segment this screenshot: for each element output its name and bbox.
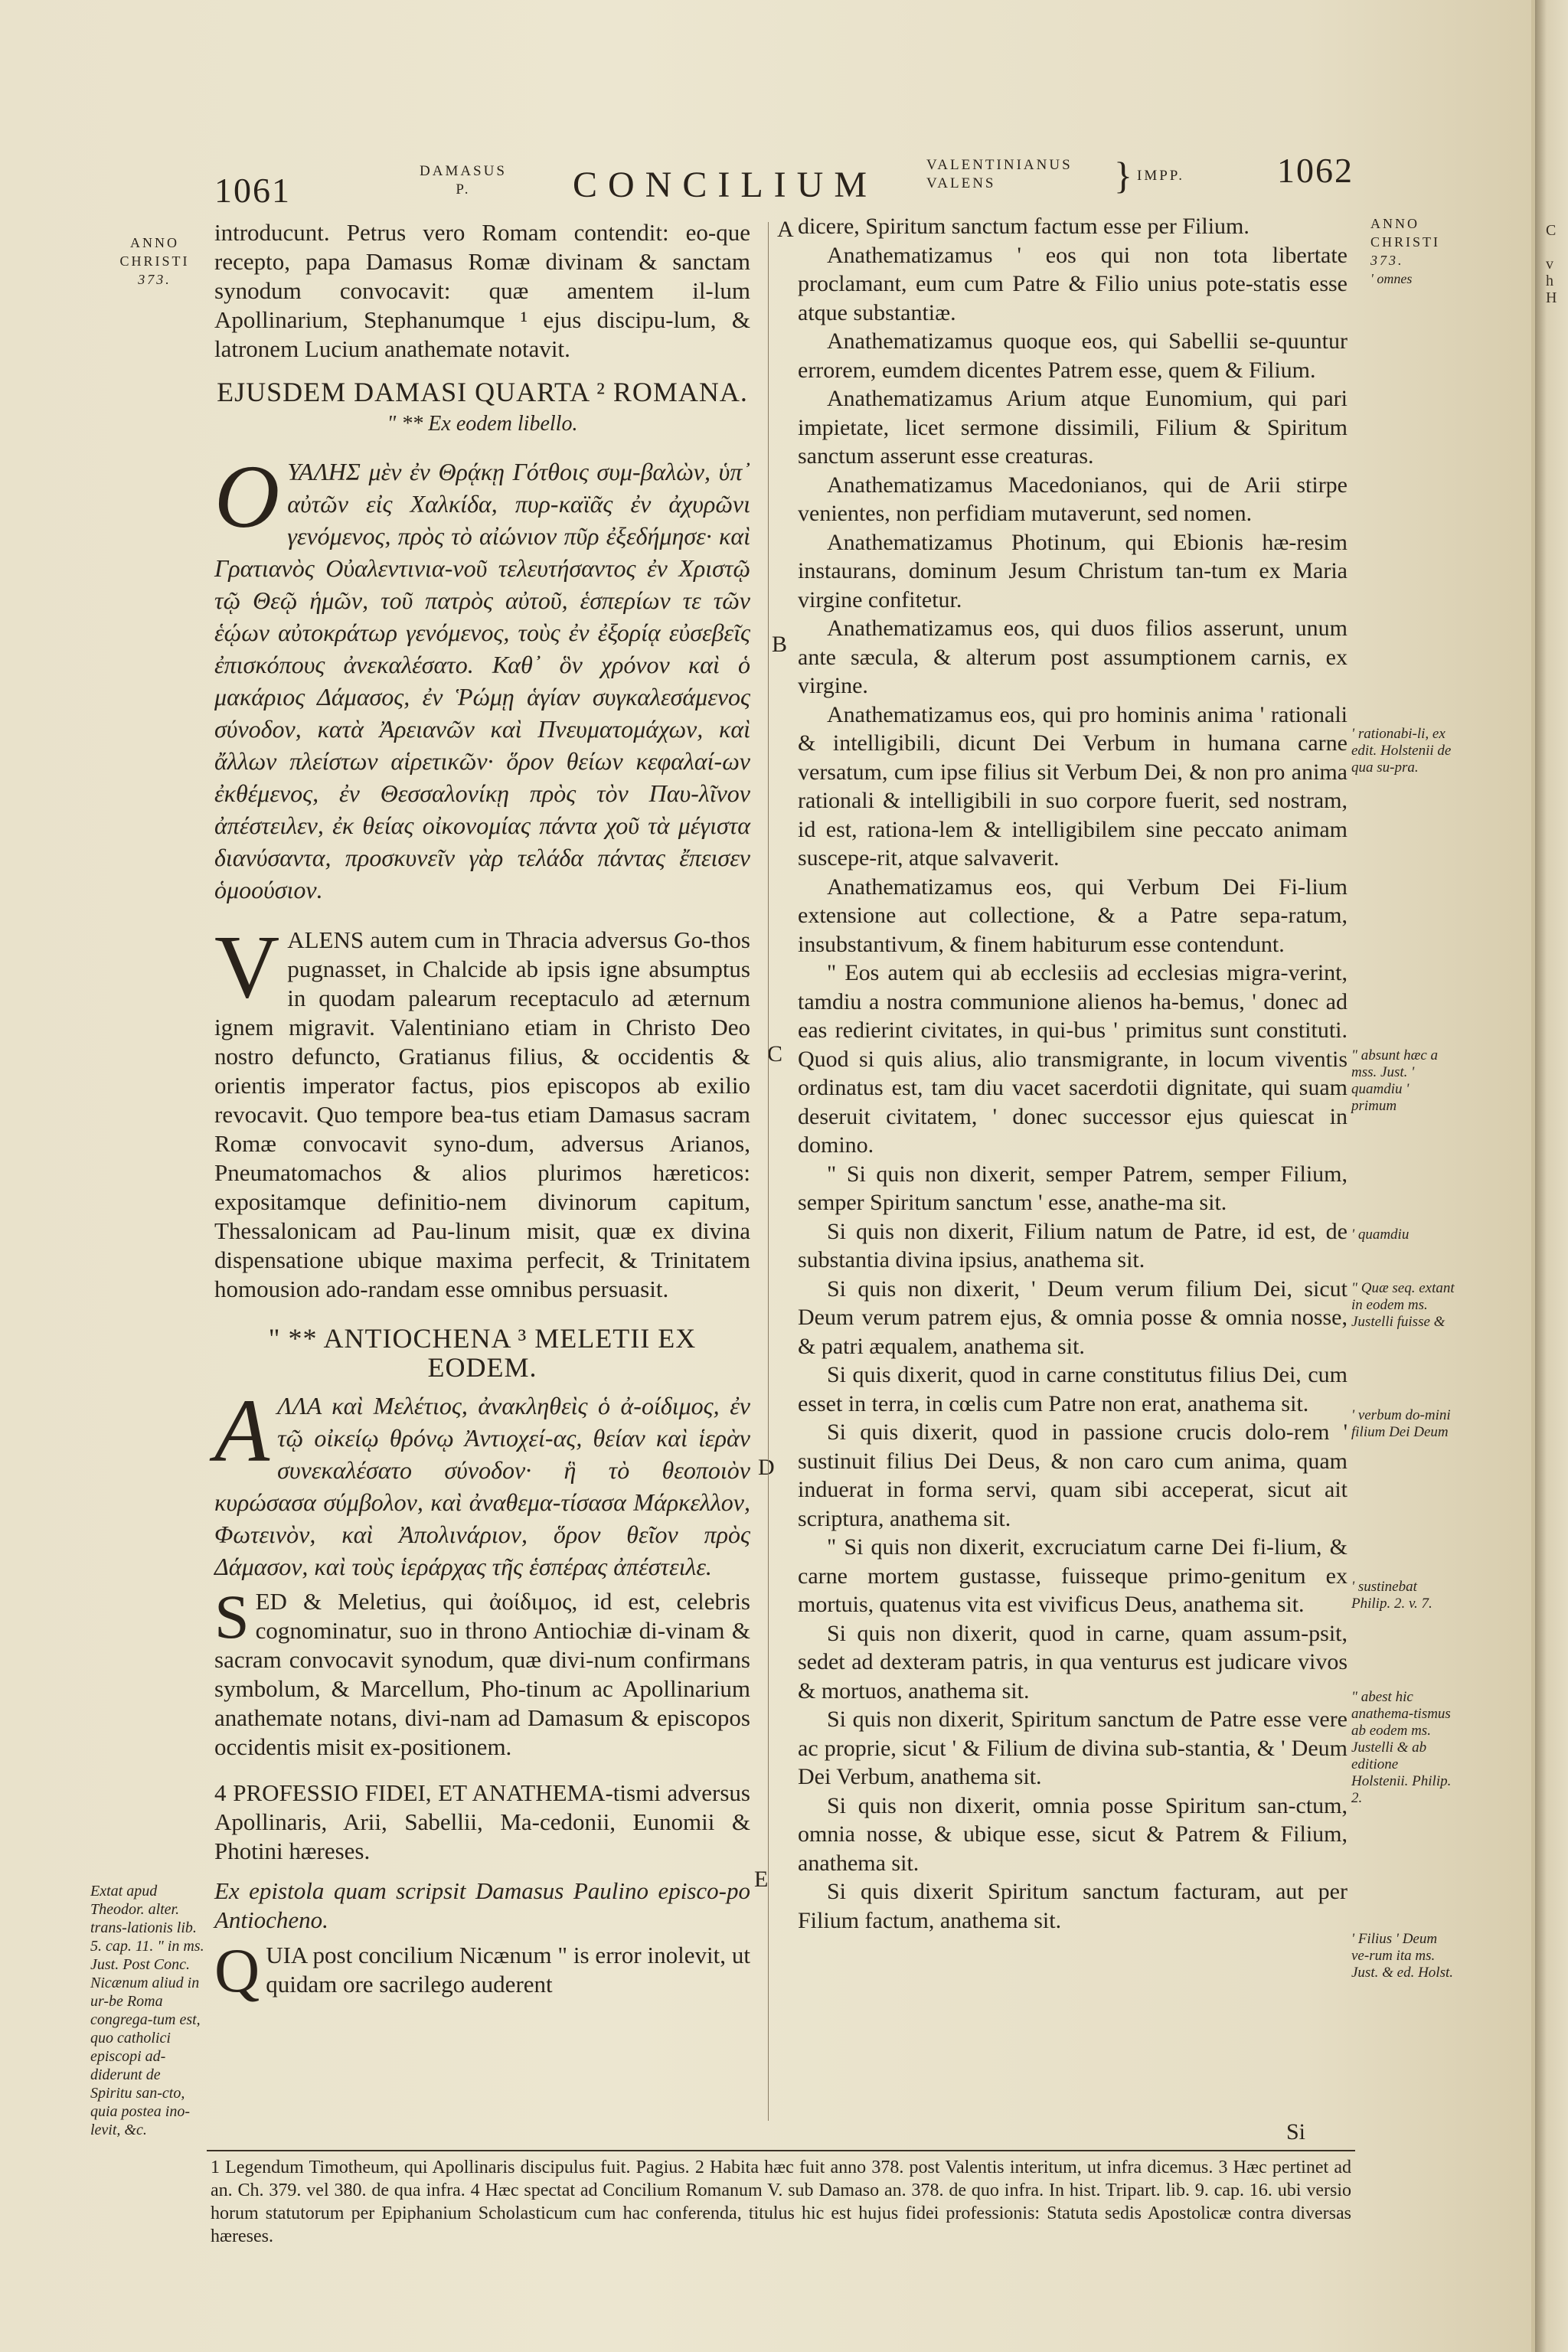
right-paragraph-18: Si quis non dixerit, Spiritum sanctum de Patre esse vere ac proprie, sicut ' & Filium de divina sub-stantia, & ' Deum Dei Verbum, anathema sit.	[798, 1707, 1348, 1789]
drop-cap-latin-1: V	[214, 916, 280, 1017]
section-marker-a: A	[777, 217, 794, 242]
margin-note-right-5: ' verbum do-mini filium Dei Deum	[1351, 1407, 1451, 1440]
year-label: 373.	[138, 272, 172, 287]
footnote-rule	[207, 2150, 1355, 2151]
running-head-right-name2: VALENS	[926, 175, 996, 191]
section-subheading-professio: Ex epistola quam scripsit Damasus Paulino episco-po Antiocheno.	[214, 1877, 750, 1933]
margin-note-right-8: ' Filius ' Deum ve-rum ita ms. Just. & ed. Holst.	[1351, 1931, 1453, 1981]
latin-paragraph-2	[214, 1582, 750, 1762]
drop-cap-greek-2: A	[214, 1380, 270, 1481]
greek-paragraph-2	[214, 1380, 750, 1583]
margin-year-left	[116, 234, 193, 289]
right-paragraph-9: Anathematizamus eos, qui Verbum Dei Fi-lium extensione aut collectione, & a Patre sepa-ratum, insubstantivum, & finem habiturum esse contendunt.	[798, 874, 1348, 957]
greek-text-1: ΥΑΛΗΣ μὲν ἐν Θρᾴκῃ Γότθοις συμ-βαλὼν, ὑπ᾽ αὐτῶν εἰς Χαλκίδα, πυρ-καϊᾶς ἐν ἀχυρῶνι γενόμενος, πρὸς τὸ αἰώνιον πῦρ ἐξεδήμησε· καὶ Γρατιανὸς Οὐαλεντινια-νοῦ τελευτήσαντος ἐν Χριστῷ τῷ Θεῷ ἡμῶν, τοῦ πατρὸς αὐτοῦ, ἑσπερίων τε τῶν ἑῴων αὐτοκράτωρ γενόμενος, τοὺς ἐν ἐξορίᾳ εὐσεβεῖς ἐπισκόπους ἀνεκαλέσατο. Καθ᾽ ὃν χρόνον καὶ ὁ μακάριος Δάμασος, ἐν Ῥώμῃ ἁγίαν συγκαλεσάμενος σύνοδον, κατὰ Ἀρειανῶν καὶ Πνευματομάχων, καὶ ἄλλων πλείστων αἱρετικῶν· ὅρον θείων κεφαλαί-ων ἐκθέμενος, ἐν Θεσσαλονίκῃ πρὸς τὸν Παυ-λῖνον ἀπέστειλεν, ἐκ θείας οἰκονομίας πάντα χοῦ τὰ μέγιστα διανύσαντα, προσκυνεῖν γὰρ τελάδα πάντας ἔπεισεν ὁμοούσιον.	[214, 458, 750, 903]
page-number-left: 1061	[214, 171, 291, 210]
margin-note-right-1: ' rationabi-li, ex edit. Holstenii de qua su-pra.	[1351, 726, 1452, 776]
section-heading-romana: EJUSDEM DAMASI QUARTA ² ROMANA.	[217, 377, 748, 407]
right-paragraph-5: Anathematizamus Macedonianos, qui de Arii stirpe venientes, non perfidiam mutaverunt, sed nomen.	[798, 472, 1348, 526]
margin-note-omnes: ' omnes	[1370, 271, 1413, 286]
drop-cap-greek-1: O	[214, 446, 280, 547]
running-title: CONCILIUM	[573, 165, 877, 205]
section-marker-b: B	[772, 632, 788, 657]
drop-cap-latin-2: S	[214, 1582, 250, 1651]
brace-glyph: }	[1114, 154, 1132, 197]
right-paragraph-3: Anathematizamus quoque eos, qui Sabellii se-quuntur errorem, eumdem dicentes Patrem esse, quem & Filium.	[798, 328, 1348, 383]
latin-paragraph-3	[214, 1936, 750, 2005]
drop-cap-latin-3: Q	[214, 1936, 260, 2005]
running-head-left	[420, 162, 507, 199]
right-paragraph-2: Anathematizamus ' eos qui non tota libertate proclamant, eum cum Patre & Filio unius pote-statis esse atque substantiæ.	[798, 242, 1348, 325]
right-paragraph-10: " Eos autem qui ab ecclesiis ad ecclesias migra-verint, tamdiu a nostra communione alienos ha-bemus, ' donec ad eas redierint civitates, in qui-bus ' primitus sunt constituti. Quod si quis alius, alio transmigrante, in locum viventis ordinatus est, tam diu vacet sacerdotii dignitate, qui suam deseruit civitatem, ' donec successor ejus quiescat in domino.	[798, 960, 1348, 1158]
anno-label: ANNO	[130, 235, 179, 250]
running-head-left-title: P.	[456, 181, 471, 198]
right-paragraph-4: Anathematizamus Arium atque Eunomium, qui pari impietate, licet sermone dissimili, Filium & Spiritum sanctum asserunt esse creaturas.	[798, 386, 1348, 469]
right-paragraph-17: Si quis non dixerit, quod in carne, quam assum-psit, sedet ad dexteram patris, in qua venturus est judicare vivos & mortuos, anathema sit.	[798, 1620, 1348, 1704]
right-column	[798, 212, 1348, 1935]
margin-year-right	[1370, 214, 1455, 288]
anno-label-right: ANNO	[1370, 216, 1419, 231]
right-paragraph-15: Si quis dixerit, quod in passione crucis dolo-rem ' sustinuit filius Dei Deus, & non caro cum anima, quam induerat in forma servi, quam sibi acceperat, sicut ait scriptura, anathema sit.	[798, 1419, 1348, 1531]
latin-text-1: ALENS autem cum in Thracia adversus Go-thos pugnasset, in Chalcide ab ipsis igne absumptus in quodam palearum receptaculo ad æternum ignem migravit. Valentiniano etiam in Christo Deo nostro defuncto, Gratianus filius, & occidentis & orientis imperator factus, pios episcopos ab exilio revocavit. Quo tempore bea-tus etiam Damasus sacram Romæ convocavit syno-dum, adversus Arianos, Pneumatomachos & alios plurimos hæreticos: expositamque definitio-nem divinorum capitum, Thessalonicam ad Pau-linum misit, quæ ex divina dispensatione ubique maxima perfecit, & Trinitatem homousion ado-randam esse omnibus persuasit.	[214, 926, 750, 1302]
greek-paragraph-1	[214, 446, 750, 906]
right-paragraph-14: Si quis dixerit, quod in carne constitutus filius Dei, cum esset in terra, in cœlis cum Patre non erat, anathema sit.	[798, 1362, 1348, 1416]
christi-label-right: CHRISTI	[1370, 234, 1441, 250]
running-head-right	[926, 156, 1073, 193]
section-marker-e: E	[754, 1867, 769, 1892]
margin-note-right-6: ' sustinebat Philip. 2. v. 7.	[1351, 1579, 1432, 1612]
christi-label: CHRISTI	[119, 253, 190, 269]
catchword: Si	[1286, 2119, 1306, 2145]
running-head-right-name1: VALENTINIANUS	[926, 157, 1073, 173]
column-divider	[768, 222, 769, 2121]
right-paragraph-19: Si quis non dixerit, omnia posse Spiritum san-ctum, omnia nosse, & ubique esse, sicut & Patrem & Filium, anathema sit.	[798, 1792, 1348, 1876]
section-subheading-romana: " ** Ex eodem libello.	[387, 412, 578, 436]
running-head-right-suffix: IMPP.	[1137, 168, 1184, 184]
right-paragraph-7: Anathematizamus eos, qui duos filios asserunt, unum ante sæcula, & alterum post assumptionem carnis, ex virgine.	[798, 616, 1348, 698]
right-paragraph-1: dicere, Spiritum sanctum factum esse per Filium.	[798, 214, 1250, 239]
section-heading-antiochena: " ** ANTIOCHENA ³ MELETII EX EODEM.	[268, 1323, 697, 1383]
latin-text-2: ED & Meletius, qui ἀοίδιμος, id est, celebris cognominatur, suo in throno Antiochiæ di-vinam & sacram convocavit synodum, quæ divi-num confirmans symbolum, & Marcellum, Pho-tinum ac Apollinarium anathemate notans, divi-nam ad Damasum & episcopos occidentis misit ex-positionem.	[214, 1588, 750, 1760]
right-paragraph-8: Anathematizamus eos, qui pro hominis anima ' rationali & intelligibili, dicunt Dei Verbum in humana carne versatum, cum ipse filius sit Verbum Dei, & non pro anima rationali & intelligibili in suo corpore fuerit, sed nostram, id est, rationa-lem & intelligibilem sine peccato animam suscepe-rit, atque salvaverit.	[798, 701, 1348, 871]
intro-paragraph: introducunt. Petrus vero Romam contendit: eo-que recepto, papa Damasus Romæ divinam & sanctam synodum convocavit: quæ amentem il-lum Apollinarium, Stephanumque ¹ ejus discipu-lum, & latronem Lucium anathemate notavit.	[214, 219, 750, 362]
year-label-right: 373.	[1370, 253, 1404, 268]
latin-text-3: UIA post concilium Nicænum " is error inolevit, ut quidam ore sacrilego auderent	[266, 1942, 750, 1998]
running-head-left-name: DAMASUS	[420, 163, 507, 179]
right-paragraph-16: " Si quis non dixerit, excruciatum carne Dei fi-lium, & carne mortem gustasse, fuisseque primo-genitum ex mortuis, quatenus vita est vivificus Deus, anathema sit.	[798, 1534, 1348, 1617]
facing-page-fragment: C v h H	[1546, 222, 1557, 306]
right-paragraph-11: " Si quis non dixerit, semper Patrem, semper Filium, semper Spiritum sanctum ' esse, anathe-ma sit.	[798, 1161, 1348, 1215]
section-heading-professio: 4 PROFESSIO FIDEI, ET ANATHEMA-tismi adversus Apollinaris, Arii, Sabellii, Ma-cedonii, Eunomii & Photini hæreses.	[214, 1779, 750, 1864]
right-paragraph-20: Si quis dixerit Spiritum sanctum facturam, aut per Filium factum, anathema sit.	[798, 1879, 1348, 1933]
footnotes: 1 Legendum Timotheum, qui Apollinaris discipulus fuit. Pagius. 2 Habita hæc fuit anno 378. post Valentis interitum, ut infra dicemus. 3 Hæc pertinet ad an. Ch. 379. vel 380. de qua infra. 4 Hæc spectat ad Concilium Romanum V. sub Damaso an. 378. de quo infra. In hist. Tripart. lib. 9. cap. 16. ubi versio horum statutorum per Epiphanium Scholasticum cum hac conferenda, titulus hic est hujus fidei professionis: Statuta sedis Apostolicæ contra diversas hæreses.	[211, 2158, 1351, 2246]
left-column	[214, 218, 750, 2005]
page-number-right: 1062	[1277, 151, 1354, 190]
section-marker-d: D	[758, 1455, 775, 1480]
greek-text-2: ΛΛΑ καὶ Μελέτιος, ἀνακληθεὶς ὁ ἀ-οίδιμος, ἐν τῷ οἰκείῳ θρόνῳ Ἀντιοχεί-ας, θείαν καὶ ἱερὰν συνεκαλέσατο σύνοδον· ἣ τὸ θεοποιὸν κυρώσασα σύμβολον, καὶ ἀναθεμα-τίσασα Μάρκελλον, Φωτεινὸν, καὶ Ἀπολινάριον, ὅρον θεῖον πρὸς Δάμασον, καὶ τοὺς ἱεράρχας τῆς ἑσπέρας ἀπέστειλε.	[214, 1392, 750, 1580]
right-paragraph-13: Si quis non dixerit, ' Deum verum filium Dei, sicut Deum verum patrem ejus, & omnia posse & omnia nosse, & patri æqualem, anathema sit.	[798, 1276, 1348, 1359]
section-marker-c: C	[767, 1041, 783, 1067]
right-paragraph-12: Si quis non dixerit, Filium natum de Patre, id est, de substantia divina ipsius, anathema sit.	[798, 1218, 1348, 1272]
latin-paragraph-1	[214, 916, 750, 1304]
margin-note-right-7: " abest hic anathema-tismus ab eodem ms. Justelli & ab editione Holstenii. Philip. 2.	[1351, 1689, 1452, 1806]
right-paragraph-6: Anathematizamus Photinum, qui Ebionis hæ-resim instaurans, dominum Jesum Christum tan-tum ex Maria virgine confitetur.	[798, 529, 1348, 612]
margin-note-right-3: ' quamdiu	[1351, 1227, 1410, 1243]
margin-note-right-2: " absunt hæc a mss. Just. ' quamdiu ' primum	[1351, 1047, 1439, 1114]
facing-page-edge	[1535, 0, 1568, 2352]
margin-note-right-4: " Quæ seq. extant in eodem ms. Justelli fuisse &	[1351, 1280, 1455, 1330]
margin-note-left: Extat apud Theodor. alter. trans-lationis lib. 5. cap. 11. " in ms. Just. Post Conc. Nicænum aliud in ur-be Roma congrega-tum est, quo catholici episcopi ad-diderunt de Spiritu san-cto, quia postea ino-levit, &c.	[90, 1883, 204, 2138]
